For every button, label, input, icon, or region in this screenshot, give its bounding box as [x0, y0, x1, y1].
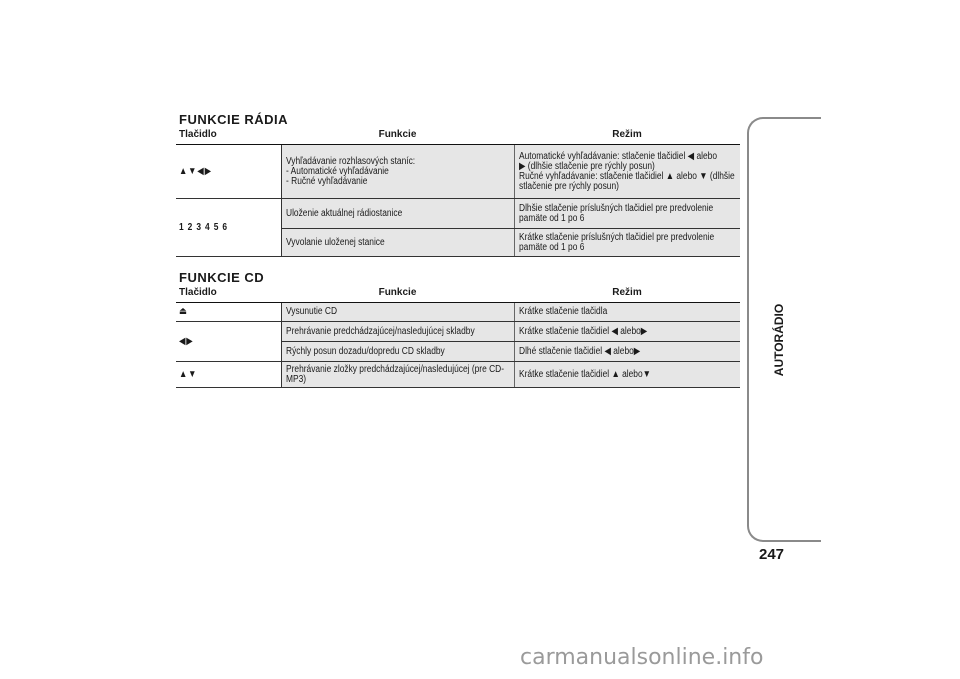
watermark: carmanualsonline.info — [520, 645, 764, 670]
mode-cell — [514, 145, 740, 199]
header-mode: Režim — [514, 286, 740, 303]
header-button: Tlačidlo — [176, 128, 281, 145]
table-row — [176, 145, 740, 199]
radio-section-title: FUNKCIE RÁDIA — [179, 112, 289, 127]
cd-section-title: FUNKCIE CD — [179, 270, 265, 285]
table-row — [176, 362, 740, 388]
mode-cell — [514, 199, 740, 229]
key-cell — [176, 303, 281, 322]
function-cell — [281, 342, 514, 362]
mode-cell — [514, 362, 740, 388]
cd-functions-table — [176, 286, 740, 388]
function-cell — [281, 229, 514, 257]
header-function: Funkcie — [281, 286, 514, 303]
function-cell — [281, 322, 514, 342]
mode-text: Automatické vyhľadávanie: stlačenie tlačidiel ◀ alebo — [518, 150, 717, 162]
key-cell — [176, 322, 281, 362]
mode-text: stlačenie pre rýchly posun) — [518, 180, 619, 192]
table-row — [176, 303, 740, 322]
mode-text: pamäte od 1 po 6 — [518, 241, 584, 253]
function-cell — [281, 303, 514, 322]
mode-text: Ručné vyhľadávanie: stlačenie tlačidiel ▲ alebo ▼ (dlhšie — [518, 170, 735, 182]
function-text: - Ručné vyhľadávanie — [285, 175, 367, 187]
table-row — [176, 199, 740, 229]
mode-text: pamäte od 1 po 6 — [518, 212, 584, 224]
page-number: 247 — [759, 546, 785, 563]
eject-icon: ⏏ — [179, 306, 188, 317]
table-header-row — [176, 286, 740, 303]
function-text: Uloženie aktuálnej rádiostanice — [285, 207, 402, 219]
function-text: Prehrávanie zložky predchádzajúcej/nasledujúcej (pre CD- — [285, 363, 504, 375]
table-header-row — [176, 128, 740, 145]
mode-cell — [514, 342, 740, 362]
key-cell — [176, 199, 281, 257]
mode-text: Dlhšie stlačenie príslušných tlačidiel pre predvolenie — [518, 202, 713, 214]
mode-text: Krátke stlačenie tlačidiel ◀ alebo▶ — [518, 325, 647, 337]
mode-text: Dlhé stlačenie tlačidiel ◀ alebo▶ — [518, 345, 640, 357]
function-text: Vyhľadávanie rozhlasových staníc: — [285, 155, 415, 167]
header-function: Funkcie — [281, 128, 514, 145]
mode-cell — [514, 229, 740, 257]
preset-keys-label: 1 2 3 4 5 6 — [179, 221, 228, 233]
function-text: Prehrávanie predchádzajúcej/nasledujúcej skladby — [285, 325, 475, 337]
function-text: Rýchly posun dozadu/dopredu CD skladby — [285, 345, 445, 357]
function-text: MP3) — [285, 373, 306, 385]
up-down-arrows-icon: ▲▼ — [179, 368, 198, 380]
mode-text: Krátke stlačenie tlačidla — [518, 306, 607, 317]
left-right-arrows-icon: ◀▶ — [179, 335, 194, 347]
function-cell — [281, 199, 514, 229]
function-text: - Automatické vyhľadávanie — [285, 165, 389, 177]
mode-cell — [514, 322, 740, 342]
key-cell — [176, 362, 281, 388]
mode-text: Krátke stlačenie príslušných tlačidiel pre predvolenie — [518, 231, 714, 243]
header-mode: Režim — [514, 128, 740, 145]
table-row — [176, 322, 740, 342]
mode-cell — [514, 303, 740, 322]
arrow-keys-icon: ▲▼◀▶ — [179, 165, 212, 177]
mode-text: ▶ (dlhšie stlačenie pre rýchly posun) — [518, 160, 655, 172]
chapter-tab-label: AUTORÁDIO — [772, 303, 786, 377]
mode-text: Krátke stlačenie tlačidiel ▲ alebo▼ — [518, 368, 651, 380]
function-text: Vysunutie CD — [285, 306, 337, 317]
key-cell — [176, 145, 281, 199]
header-button: Tlačidlo — [176, 286, 281, 303]
function-cell — [281, 362, 514, 388]
radio-functions-table — [176, 128, 740, 257]
function-cell — [281, 145, 514, 199]
function-text: Vyvolanie uloženej stanice — [285, 236, 385, 248]
